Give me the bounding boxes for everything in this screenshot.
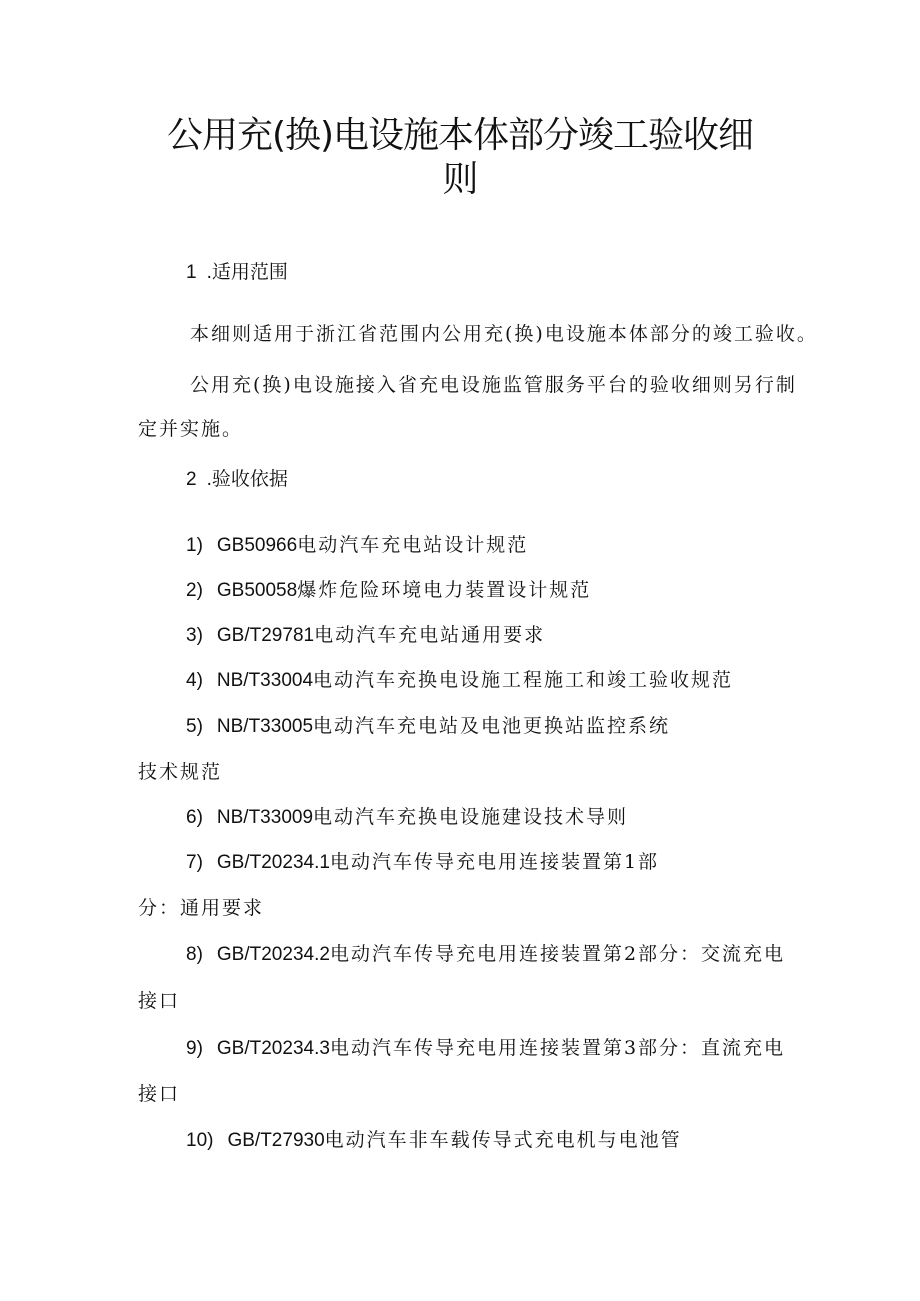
- reference-item: [186, 532, 528, 559]
- reference-number: 6): [186, 807, 203, 828]
- section-number: 2: [186, 469, 197, 490]
- reference-item: [186, 804, 628, 831]
- reference-title: 电动汽车充电站及电池更换站监控系统: [313, 715, 671, 737]
- reference-item: [186, 1035, 785, 1062]
- reference-item: [186, 1127, 682, 1154]
- reference-code: NB/T33005: [216, 716, 314, 737]
- section-title: .适用范围: [206, 262, 288, 283]
- reference-item: [186, 849, 659, 876]
- reference-title: 电动汽车充电站设计规范: [297, 534, 529, 556]
- reference-title: 电动汽车传导充电用连接装置第3部分：直流充电: [329, 1037, 786, 1059]
- reference-code: NB/T33004: [216, 670, 314, 691]
- reference-code: GB50058: [216, 580, 298, 601]
- reference-code: GB/T29781: [216, 625, 315, 646]
- reference-code: GB/T20234.2: [216, 944, 330, 965]
- paragraph-scope: 本细则适用于浙江省范围内公用充(换)电设施本体部分的竣工验收。: [190, 323, 818, 345]
- reference-number: 7): [186, 852, 203, 873]
- reference-title: 电动汽车非车载传导式充电机与电池管: [324, 1129, 682, 1151]
- reference-continuation: 技术规范: [138, 761, 223, 783]
- reference-item: [186, 577, 591, 604]
- section-title: .验收依据: [206, 469, 288, 490]
- reference-title: 电动汽车充换电设施工程施工和竣工验收规范: [313, 669, 734, 691]
- reference-number: 10): [186, 1130, 214, 1151]
- reference-number: 2): [186, 580, 203, 601]
- document-title-line-1: 公用充(换)电设施本体部分竣工验收细: [166, 115, 754, 156]
- section-number: 1: [186, 262, 197, 283]
- reference-code: GB/T20234.1: [216, 852, 330, 873]
- reference-item: [186, 713, 670, 740]
- reference-title: 电动汽车传导充电用连接装置第1部: [329, 851, 660, 873]
- reference-code: GB/T27930: [227, 1130, 325, 1151]
- reference-title: 电动汽车充换电设施建设技术导则: [313, 806, 629, 828]
- reference-title: 电动汽车充电站通用要求: [314, 624, 546, 646]
- paragraph-platform-line-2: 定并实施。: [138, 418, 244, 440]
- reference-continuation: 分：通用要求: [138, 897, 265, 919]
- reference-code: GB50966: [216, 535, 298, 556]
- section-heading-basis: [186, 466, 288, 493]
- reference-item: [186, 941, 785, 968]
- reference-number: 8): [186, 944, 203, 965]
- reference-number: 1): [186, 535, 203, 556]
- reference-title: 爆炸危险环境电力装置设计规范: [297, 579, 592, 601]
- reference-code: NB/T33009: [216, 807, 314, 828]
- reference-title: 电动汽车传导充电用连接装置第2部分：交流充电: [329, 943, 786, 965]
- reference-item: [186, 667, 733, 694]
- reference-continuation: 接口: [138, 990, 181, 1012]
- reference-item: [186, 622, 545, 649]
- reference-number: 4): [186, 670, 203, 691]
- reference-number: 3): [186, 625, 203, 646]
- reference-number: 5): [186, 716, 203, 737]
- section-heading-scope: [186, 259, 288, 286]
- paragraph-platform-line-1: 公用充(换)电设施接入省充电设施监管服务平台的验收细则另行制: [190, 374, 797, 396]
- reference-continuation: 接口: [138, 1083, 181, 1105]
- reference-number: 9): [186, 1038, 203, 1059]
- reference-code: GB/T20234.3: [216, 1038, 330, 1059]
- document-title-line-2: 则: [442, 159, 478, 200]
